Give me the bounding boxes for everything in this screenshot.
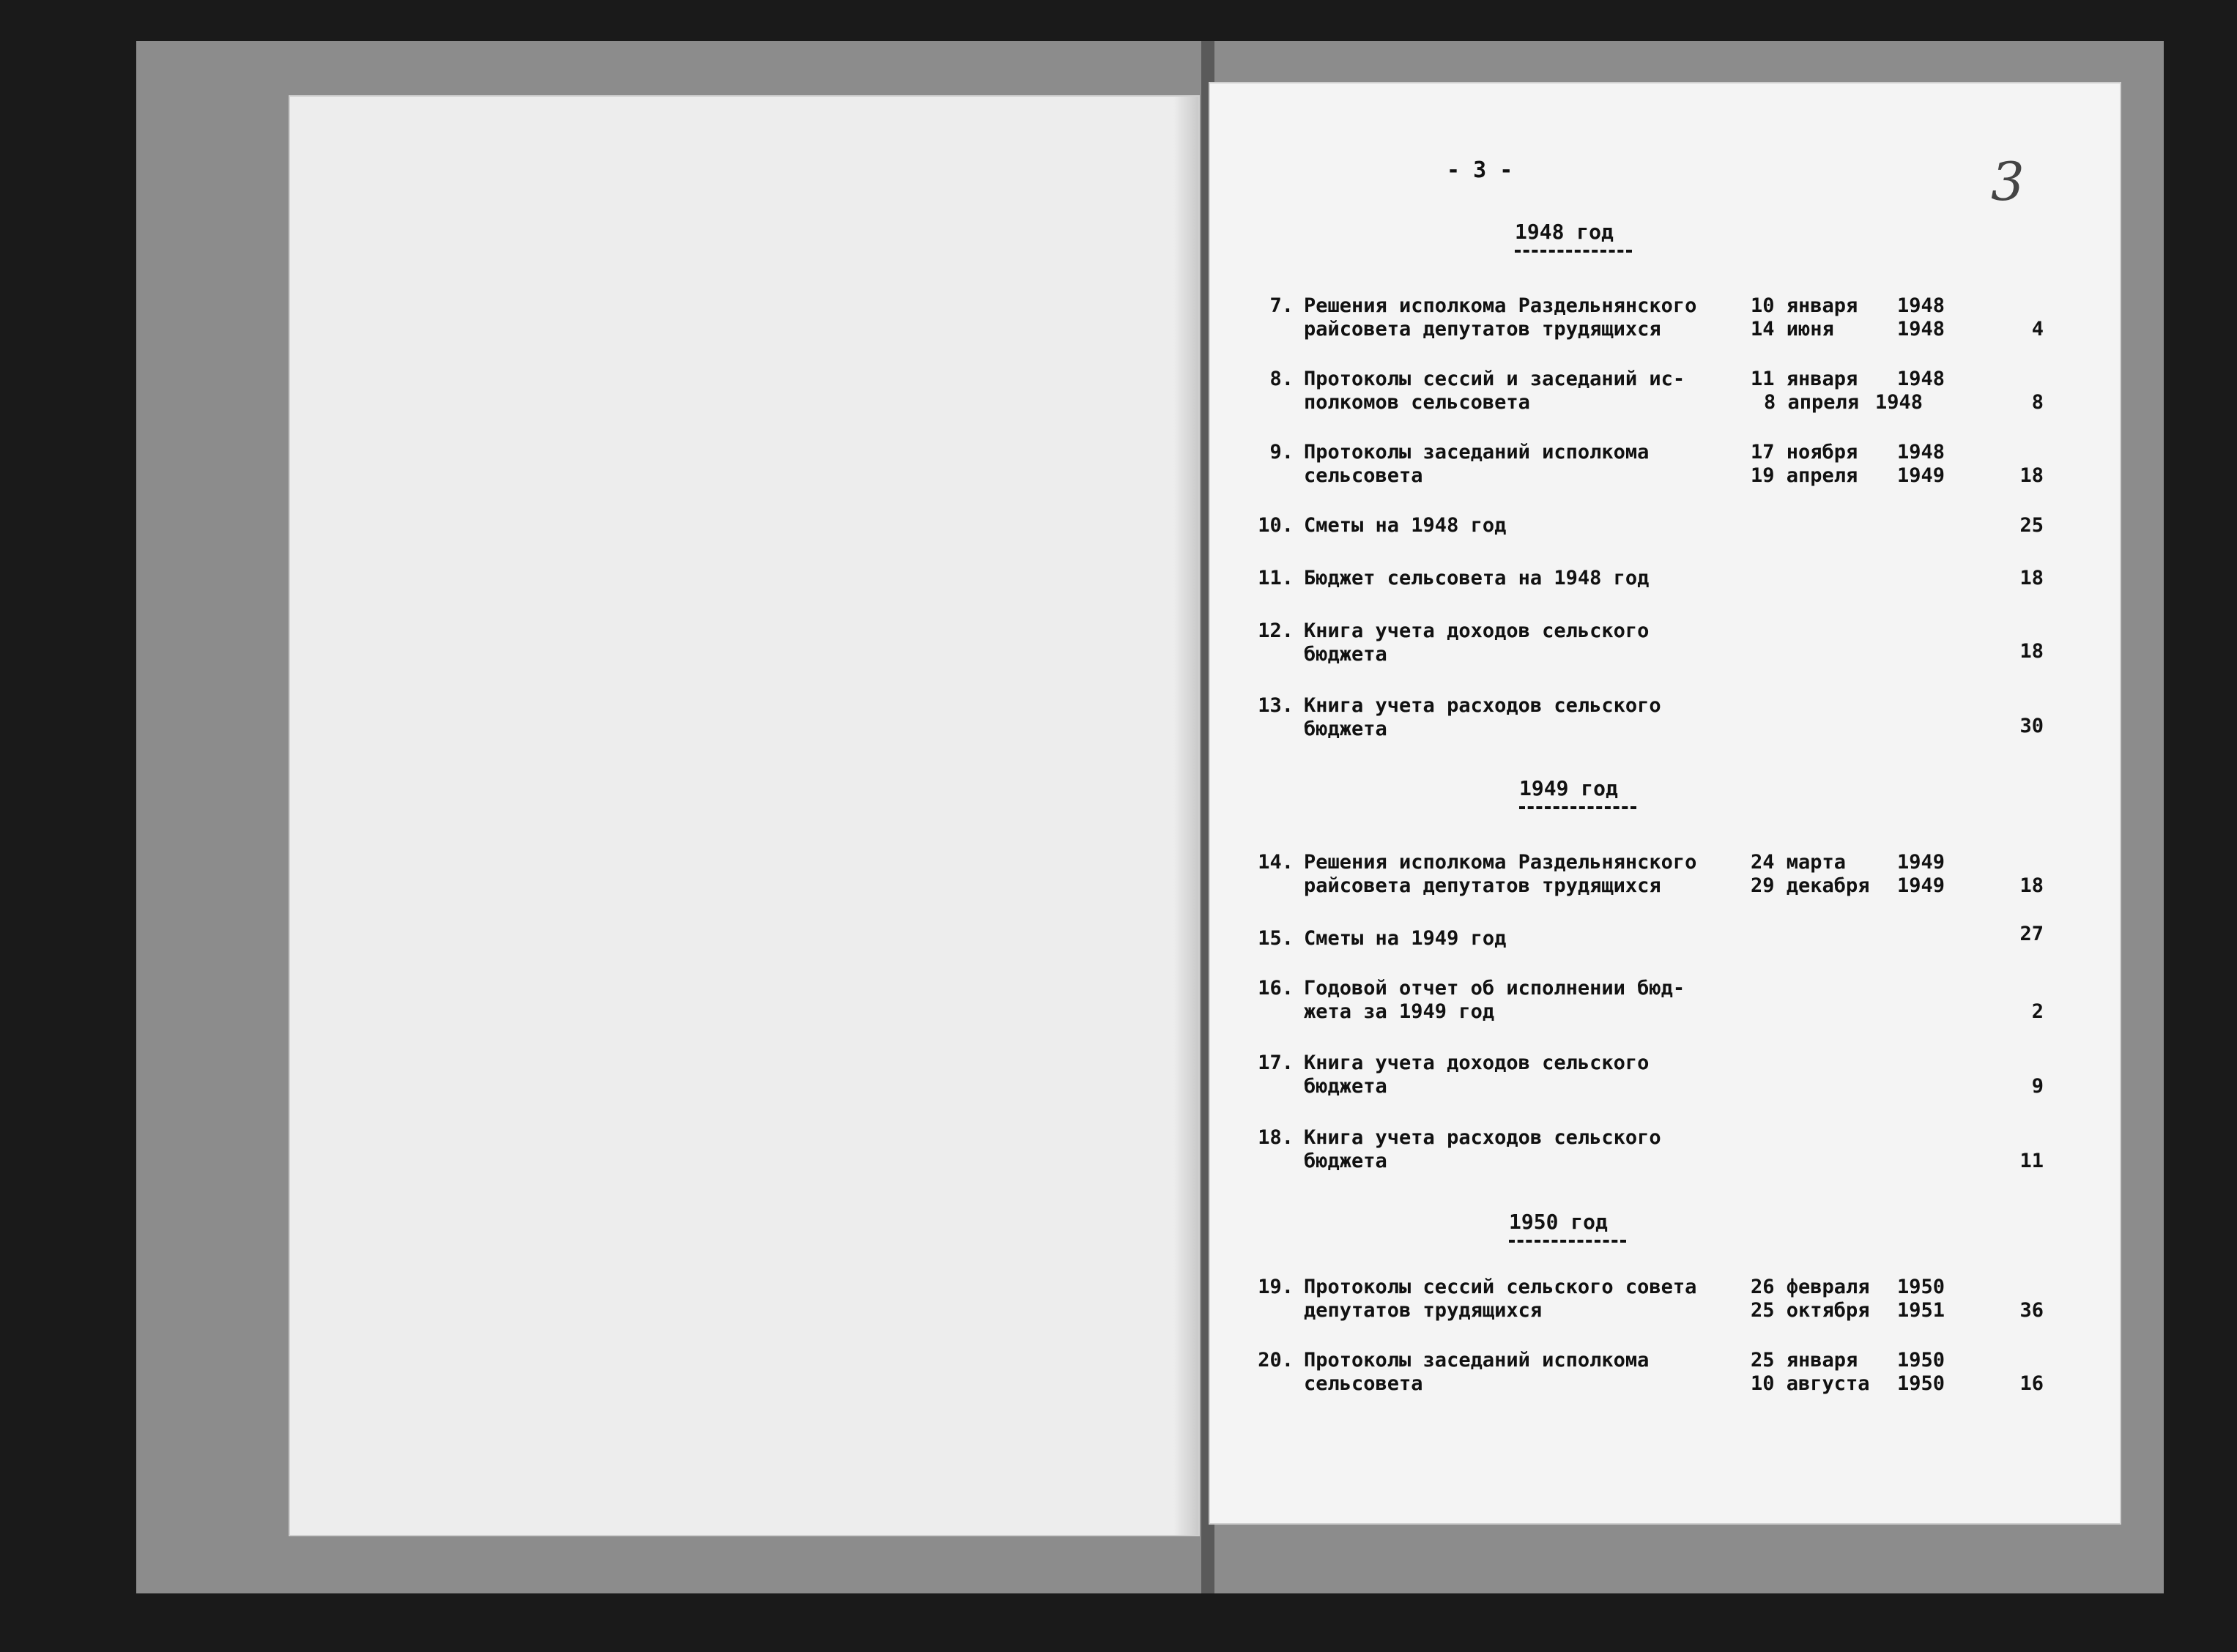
gutter-shadow <box>1173 97 1198 1535</box>
year-heading-1948: 1948 год <box>1515 220 1632 253</box>
year-heading-1949: 1949 год <box>1519 776 1636 809</box>
year-heading-1950: 1950 год <box>1509 1210 1626 1243</box>
page-number: - 3 - <box>1447 157 1513 183</box>
left-page-blank <box>290 97 1198 1535</box>
handwritten-sheet-number: 3 <box>1991 151 2025 212</box>
